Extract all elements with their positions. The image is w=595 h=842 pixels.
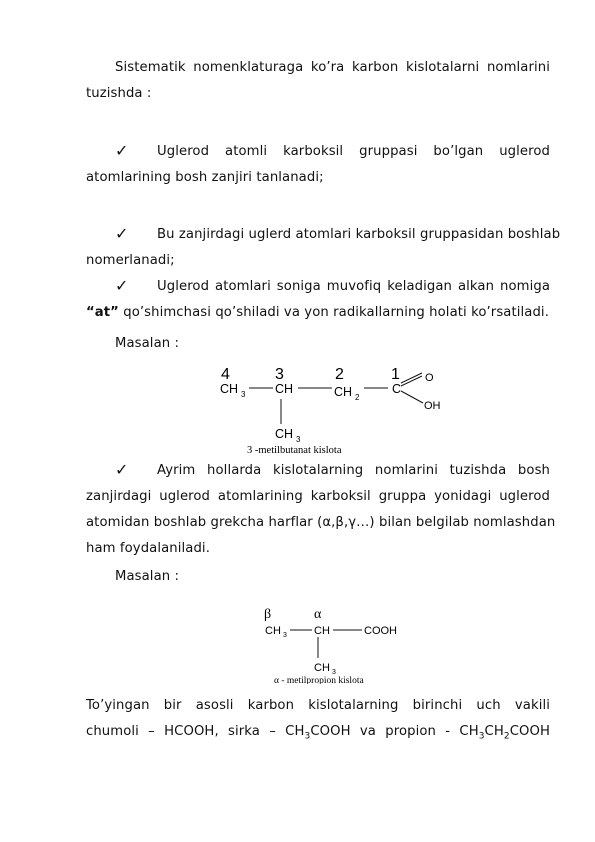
paragraph-line: Sistematik nomenklaturaga ko’ra karbon kislotalarni nomlarini <box>115 60 550 75</box>
example-label: Masalan : <box>115 569 180 584</box>
paragraph-line <box>86 719 550 745</box>
cooh-group: COOH <box>364 625 397 637</box>
paragraph-line: tuzishda : <box>86 86 152 101</box>
checkmark-icon: ✓ <box>115 224 129 243</box>
ch3-group: CH <box>265 625 281 637</box>
ch3-group: CH <box>220 382 239 396</box>
subscript: 3 <box>304 731 311 742</box>
subscript: 3 <box>283 632 287 639</box>
hydroxyl: OH <box>424 400 441 412</box>
bullet-text: Uglerod atomli karboksil gruppasi bo’lgan uglerod <box>157 144 550 159</box>
carbon-number: 1 <box>391 366 400 383</box>
text-part: CH <box>484 724 504 739</box>
paragraph-line: To’yingan bir asosli karbon kislotalarning birinchi uch vakili <box>86 698 550 713</box>
bullet-text: Ayrim hollarda kislotalarning nomlarini tuzishda bosh <box>157 463 550 478</box>
alpha-label: α <box>314 607 322 622</box>
text-part: COOH <box>509 724 550 739</box>
ch-group: CH <box>275 382 294 396</box>
formula-caption: 3 -metilbutanat kislota <box>247 445 342 456</box>
bullet-text: atomlarining bosh zanjiri tanlanadi; <box>86 170 324 185</box>
bullet-text <box>86 300 550 326</box>
oxygen: O <box>425 372 434 384</box>
checkmark-icon: ✓ <box>115 141 129 160</box>
carbon-number: 4 <box>221 366 230 383</box>
branch-ch3: CH <box>314 662 330 674</box>
subscript: 2 <box>503 731 510 742</box>
bullet-text: Bu zanjirdagi uglerd atomlari karboksil gruppasidan boshlab <box>157 227 561 242</box>
structural-formula-2-methylpropanoic <box>262 604 412 684</box>
beta-label: β <box>264 607 272 622</box>
bullet-text: atomidan boshlab grekcha harflar (α,β,γ…) bilan belgilab nomlashdan <box>86 515 556 530</box>
subscript: 2 <box>355 393 360 402</box>
bullet-text: Uglerod atomlari soniga muvofiq keladigan alkan nomiga <box>157 279 550 294</box>
carbon-number: 3 <box>275 366 284 383</box>
subscript: 3 <box>478 731 485 742</box>
formula-caption: α - metilpropion kislota <box>274 676 364 684</box>
bond <box>401 391 423 403</box>
bold-suffix: “at” <box>86 305 119 320</box>
ch-group: CH <box>314 625 330 637</box>
checkmark-icon: ✓ <box>115 460 129 479</box>
subscript: 3 <box>332 669 336 676</box>
branch-ch3: CH <box>275 427 294 441</box>
bullet-text: nomerlanadi; <box>86 253 175 268</box>
bullet-text: zanjirdagi uglerod atomlarining karboksil gruppa yonidagi uglerod <box>86 489 550 504</box>
bullet-text: ham foydalaniladi. <box>86 541 210 556</box>
bullet-text-rest: qo’shimchasi qo’shiladi va yon radikallarning holati ko’rsatiladi. <box>118 305 549 320</box>
checkmark-icon: ✓ <box>115 276 129 295</box>
subscript: 3 <box>296 435 301 444</box>
structural-formula-3-methylbutanoic <box>205 362 465 457</box>
ch2-group: CH <box>334 385 353 399</box>
example-label: Masalan : <box>115 336 180 351</box>
text-part: COOH va propion - CH <box>310 724 479 739</box>
subscript: 3 <box>241 390 246 399</box>
carboxyl-carbon: C <box>392 382 402 396</box>
carbon-number: 2 <box>335 366 344 383</box>
text-part: chumoli – HCOOH, sirka – CH <box>86 724 305 739</box>
